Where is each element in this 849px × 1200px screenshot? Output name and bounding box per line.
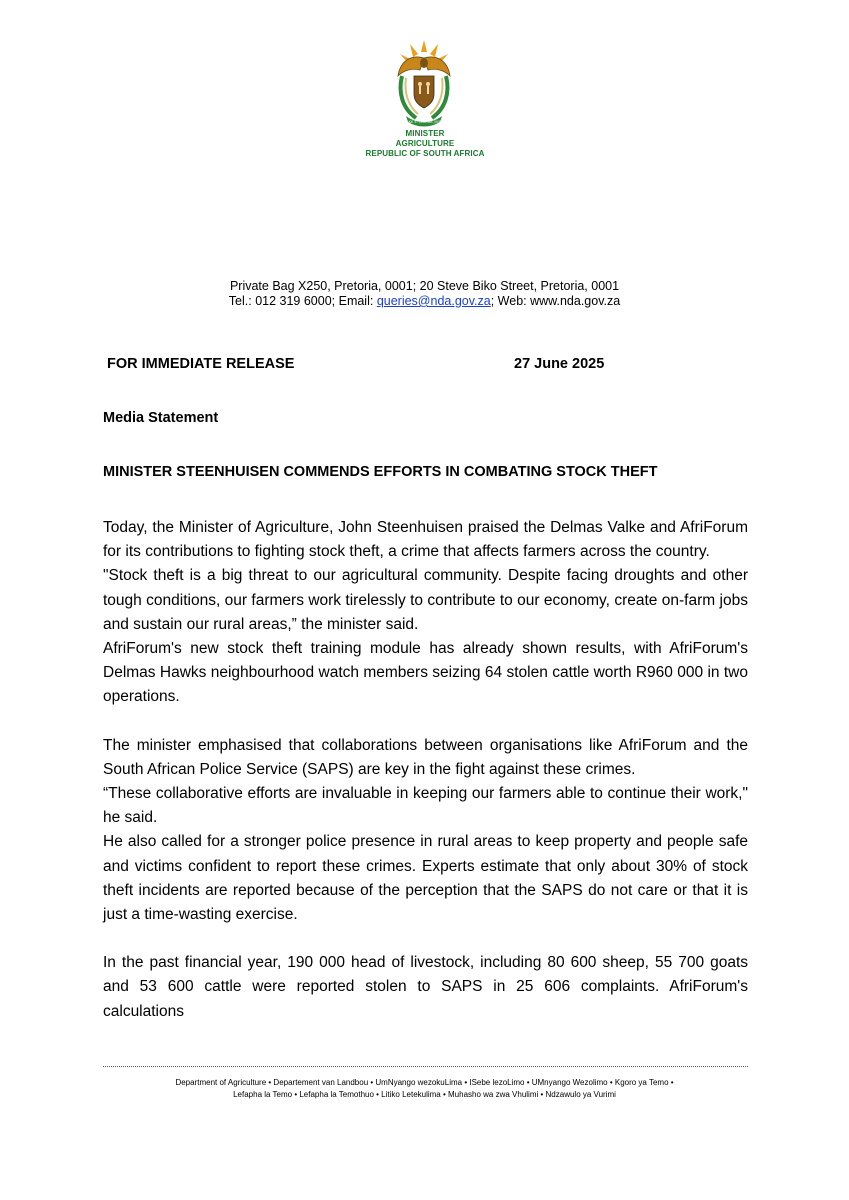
statement-body	[103, 516, 748, 1024]
footer-divider	[103, 1066, 748, 1067]
paragraph: Today, the Minister of Agriculture, John Steenhuisen praised the Delmas Valke and AfriForum for its contributions to fighting stock theft, a crime that affects farmers across the country.	[103, 519, 748, 561]
ministry-line-country: REPUBLIC OF SOUTH AFRICA	[365, 149, 485, 158]
contact-line	[100, 294, 749, 309]
paragraph: “These collaborative efforts are invaluable in keeping our farmers able to continue their work," he said.	[103, 785, 748, 827]
footer	[100, 1077, 749, 1101]
ministry-title	[330, 129, 520, 159]
headline: MINISTER STEENHUISEN COMMENDS EFFORTS IN COMBATING STOCK THEFT	[103, 464, 658, 480]
footer-line: Department of Agriculture • Departement van Landbou • UmNyango wezokuLima • ISebe lezoLimo • UMnyango Wezolimo • Kgoro ya Temo •	[175, 1078, 674, 1087]
telephone-text: Tel.: 012 319 6000; Email:	[228, 294, 377, 308]
footer-line: Lefapha la Temo • Lefapha la Temothuo • Litiko Letekulima • Muhasho wa zwa Vhulimi • Ndzawulo ya Vurimi	[233, 1090, 616, 1099]
paragraph: He also called for a stronger police presence in rural areas to keep property and people safe and victims confident to report these crimes. Experts estimate that only about 30% of stock theft incidents are reported because of the perception that the SAPS do not care or that it is just a time-wasting exercise.	[103, 833, 748, 924]
paragraph: AfriForum's new stock theft training module has already shown results, with AfriForum's Delmas Hawks neighbourhood watch members seizing 64 stolen cattle worth R960 000 in two operations.	[103, 640, 748, 706]
paragraph: In the past financial year, 190 000 head of livestock, including 80 600 sheep, 55 700 goats and 53 600 cattle were reported stolen to SAPS in 25 606 complaints. AfriForum's calculations	[103, 954, 748, 1020]
ministry-line-minister: MINISTER	[405, 129, 445, 138]
statement-type: Media Statement	[103, 410, 219, 426]
release-date: 27 June 2025	[514, 356, 605, 372]
contact-block	[100, 279, 749, 309]
paragraph: "Stock theft is a big threat to our agricultural community. Despite facing droughts and other tough conditions, our farmers work tirelessly to contribute to our economy, create on-farm jobs and sustain our rural areas,” the minister said.	[103, 567, 748, 633]
email-link[interactable]: queries@nda.gov.za	[376, 294, 491, 308]
release-label: FOR IMMEDIATE RELEASE	[107, 356, 295, 372]
postal-address: Private Bag X250, Pretoria, 0001; 20 Steve Biko Street, Pretoria, 0001	[229, 279, 620, 293]
paragraph: The minister emphasised that collaborations between organisations like AfriForum and the South African Police Service (SAPS) are key in the fight against these crimes.	[103, 736, 748, 778]
crest-motto: !KE E: /XARRA //KE	[407, 120, 441, 124]
website-text: ; Web: www.nda.gov.za	[490, 294, 621, 308]
ministry-line-agriculture: AGRICULTURE	[395, 139, 455, 148]
coat-of-arms-icon	[388, 36, 460, 128]
shield-icon	[414, 76, 434, 108]
